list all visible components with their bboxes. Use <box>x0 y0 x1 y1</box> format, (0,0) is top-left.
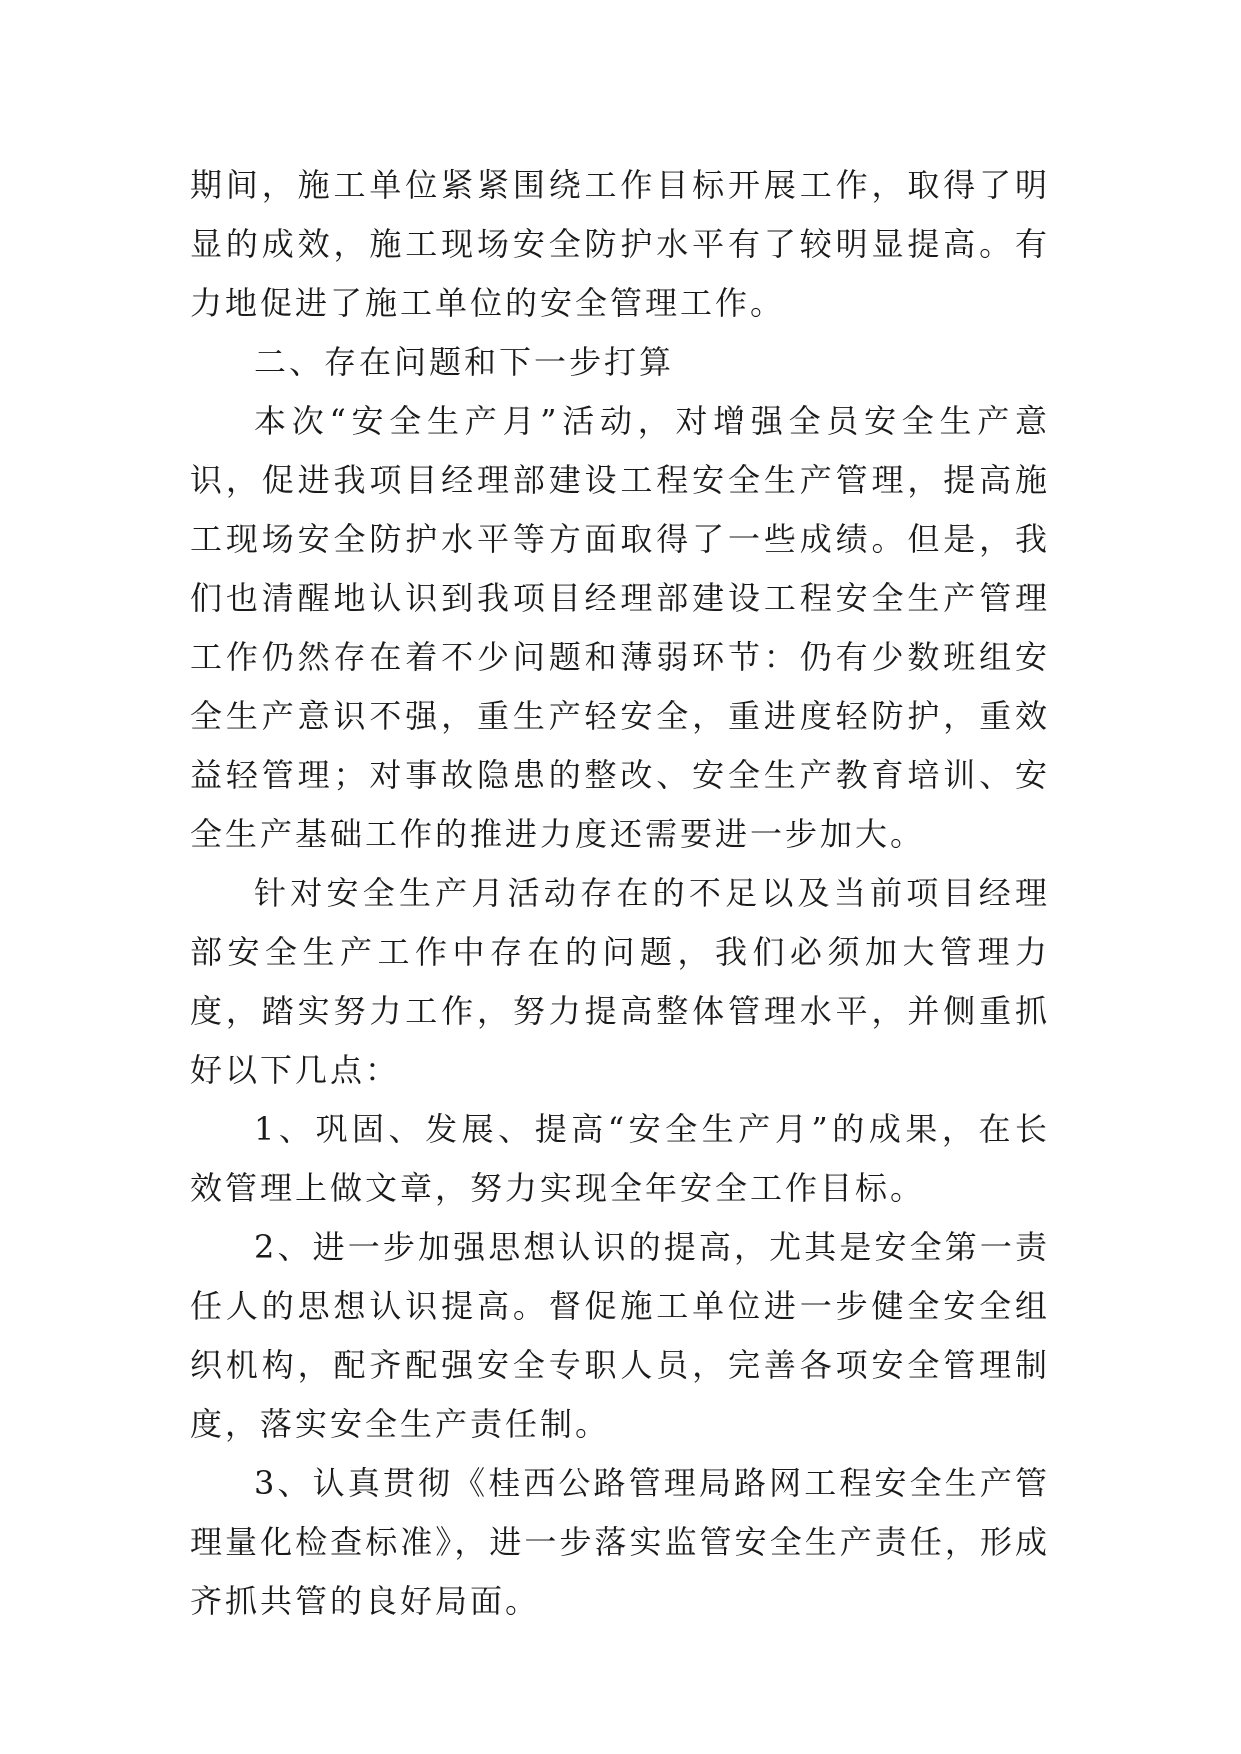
paragraph-measures-intro: 针对安全生产月活动存在的不足以及当前项目经理部安全生产工作中存在的问题，我们必须加大管理力度，踏实努力工作，努力提高整体管理水平，并侧重抓好以下几点： <box>190 874 1050 1089</box>
list-item-3: 3、认真贯彻《桂西公路管理局路网工程安全生产管理量化检查标准》，进一步落实监管安全生产责任，形成齐抓共管的良好局面。 <box>190 1464 1050 1620</box>
list-item-1: 1、巩固、发展、提高“安全生产月”的成果，在长效管理上做文章，努力实现全年安全工作目标。 <box>190 1110 1050 1207</box>
document-body <box>190 156 1050 1631</box>
section-heading: 二、存在问题和下一步打算 <box>254 343 675 381</box>
paragraph-continuation: 期间，施工单位紧紧围绕工作目标开展工作，取得了明显的成效，施工现场安全防护水平有了较明显提高。有力地促进了施工单位的安全管理工作。 <box>190 166 1050 322</box>
list-item-2: 2、进一步加强思想认识的提高，尤其是安全第一责任人的思想认识提高。督促施工单位进一步健全安全组织机构，配齐配强安全专职人员，完善各项安全管理制度，落实安全生产责任制。 <box>190 1228 1050 1443</box>
paragraph-summary: 本次“安全生产月”活动，对增强全员安全生产意识，促进我项目经理部建设工程安全生产管理，提高施工现场安全防护水平等方面取得了一些成绩。但是，我们也清醒地认识到我项目经理部建设工程安全生产管理工作仍然存在着不少问题和薄弱环节：仍有少数班组安全生产意识不强，重生产轻安全，重进度轻防护，重效益轻管理；对事故隐患的整改、安全生产教育培训、安全生产基础工作的推进力度还需要进一步加大。 <box>190 402 1050 853</box>
